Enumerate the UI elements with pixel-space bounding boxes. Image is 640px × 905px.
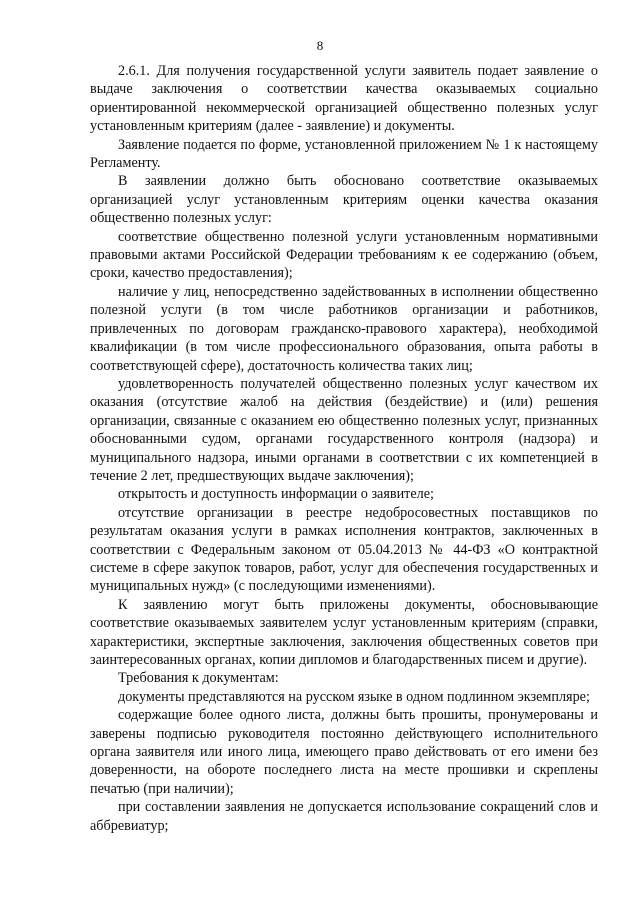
paragraph-requirements-heading: Требования к документам: [118, 670, 279, 687]
paragraph-application-form: Заявление подается по форме, установленной приложением № 1 к настоящему Регламенту. [90, 136, 598, 172]
paragraph-attachments: К заявлению могут быть приложены документы, обосновывающие соответствие оказываемых заявителем услуг установленным критериям (справки, характеристики, экспертные заключения, заключения общественных советов при заинтересованных органах, копии дипломов и благодарственных писем и другие). [90, 596, 598, 668]
paragraph-2-6-1: 2.6.1. Для получения государственной услуги заявитель подает заявление о выдаче заключения о соответствии качества оказываемых социально ориентированной некоммерческой организацией общественно полезных услуг установленным критериям (далее - заявление) и документы. [90, 63, 598, 135]
requirement-abbreviations: при составлении заявления не допускается использование сокращений слов и аббревиатур; [90, 799, 598, 834]
page-number: 8 [316, 38, 324, 53]
criterion-registry: отсутствие организации в реестре недобросовестных поставщиков по результатам оказания услуги в рамках исполнения контрактов, заключенных в соответствии с Федеральным законом от 05.04.2013 № 44-ФЗ «О контрактной системе в сфере закупок товаров, работ, услуг для обеспечения государственных и муниципальных нужд» (с последующими изменениями). [90, 504, 598, 595]
requirement-language: документы представляются на русском языке в одном подлинном экземпляре; [118, 688, 590, 705]
document-body [90, 62, 598, 835]
criterion-satisfaction: удовлетворенность получателей общественно полезных услуг качеством их оказания (отсутствие жалоб на действия (бездействие) и (или) решения организации, связанные с оказанием ею общественно полезных услуг, признанных обоснованными судом, органами государственного контроля (надзора) и муниципального надзора, иными органами в соответствии с их компетенцией в течение 2 лет, предшествующих выдаче заключения); [90, 375, 598, 484]
criterion-compliance: соответствие общественно полезной услуги установленным нормативными правовыми актами Российской Федерации требованиям к ее содержанию (объем, сроки, качество предоставления); [90, 228, 598, 282]
requirement-binding: содержащие более одного листа, должны быть прошиты, пронумерованы и заверены подписью руководителя постоянно действующего исполнительного органа заявителя или иного лица, имеющего право действовать от его имени без доверенности, на обороте последнего листа на месте прошивки и скреплены печатью (при наличии); [90, 707, 598, 797]
criterion-openness: открытость и доступность информации о заявителе; [118, 486, 434, 503]
criterion-qualification: наличие у лиц, непосредственно задействованных в исполнении общественно полезной услуги (в том числе работников организации и работников, привлеченных по договорам гражданско-правового характера), необходимой квалификации (в том числе профессионального образования, опыта работы в соответствующей сфере), достаточность количества таких лиц; [90, 283, 598, 374]
paragraph-justification: В заявлении должно быть обосновано соответствие оказываемых организацией услуг установленным критериям оценки качества оказания общественно полезных услуг: [90, 173, 598, 227]
